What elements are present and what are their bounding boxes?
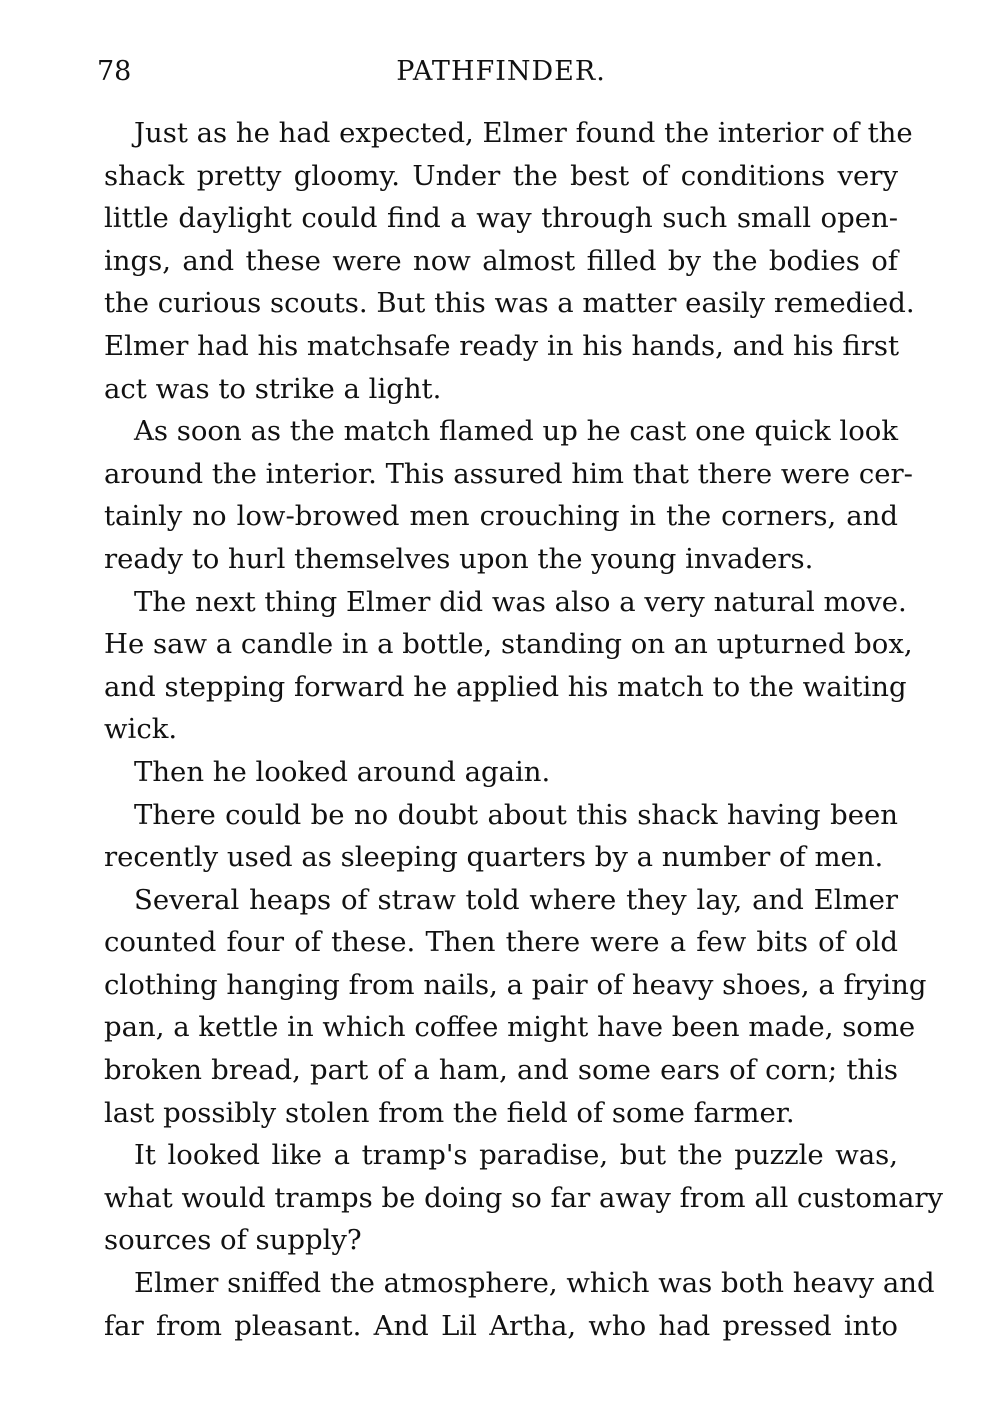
running-head: [97, 52, 898, 92]
text-line: sources of supply?: [104, 1224, 362, 1257]
text-line: clothing hanging from nails, a pair of heavy shoes, a frying: [104, 968, 927, 1001]
text-line: There could be no doubt about this shack having been: [134, 798, 898, 831]
text-line: shack pretty gloomy. Under the best of conditions very: [104, 159, 898, 192]
text-line: Several heaps of straw told where they lay, and Elmer: [134, 883, 898, 916]
paragraph: [104, 879, 927, 1135]
text-line: Elmer had his matchsafe ready in his hands, and his first: [104, 329, 900, 362]
text-line: tainly no low-browed men crouching in the corners, and: [104, 500, 898, 533]
text-line: Just as he had expected, Elmer found the interior of the: [134, 117, 913, 149]
text-line: what would tramps be doing so far away from all customary: [104, 1181, 944, 1214]
text-line: wick.: [104, 713, 178, 746]
text-line: counted four of these. Then there were a few bits of old: [104, 926, 898, 959]
text-line: act was to strike a light.: [104, 372, 442, 405]
text-line: ready to hurl themselves upon the young invaders.: [104, 542, 814, 575]
text-line: Then he looked around again.: [134, 755, 551, 788]
text-line: ings, and these were now almost filled by the bodies of: [104, 244, 898, 277]
paragraph: [104, 751, 898, 794]
paragraph: [104, 112, 915, 410]
paragraph: [104, 794, 898, 879]
text-line: As soon as the match flamed up he cast one quick look: [134, 415, 898, 448]
book-page: [97, 52, 944, 1382]
running-title: PATHFINDER.: [396, 56, 606, 87]
text-line: It looked like a tramp's paradise, but the puzzle was,: [134, 1139, 898, 1172]
text-line: the curious scouts. But this was a matter easily remedied.: [104, 287, 915, 320]
text-line: last possibly stolen from the field of some farmer.: [104, 1096, 795, 1129]
text-line: recently used as sleeping quarters by a number of men.: [104, 841, 884, 874]
text-line: far from pleasant. And Lil Artha, who had pressed into: [104, 1309, 898, 1342]
text-line: Elmer sniffed the atmosphere, which was both heavy and: [134, 1267, 935, 1300]
text-line: The next thing Elmer did was also a very natural move.: [134, 585, 907, 618]
paragraph: [104, 581, 913, 751]
text-line: and stepping forward he applied his match to the waiting: [104, 670, 907, 703]
body-text: [104, 112, 944, 1347]
text-line: around the interior. This assured him that there were cer-: [104, 457, 913, 490]
page-number: 78: [97, 56, 132, 87]
text-line: pan, a kettle in which coffee might have been made, some: [104, 1011, 916, 1044]
text-line: He saw a candle in a bottle, standing on an upturned box,: [104, 628, 913, 661]
text-line: little daylight could find a way through such small open-: [104, 202, 898, 235]
paragraph: [104, 1134, 944, 1262]
paragraph: [104, 1262, 935, 1347]
text-line: broken bread, part of a ham, and some ears of corn; this: [104, 1054, 898, 1087]
paragraph: [104, 410, 913, 580]
